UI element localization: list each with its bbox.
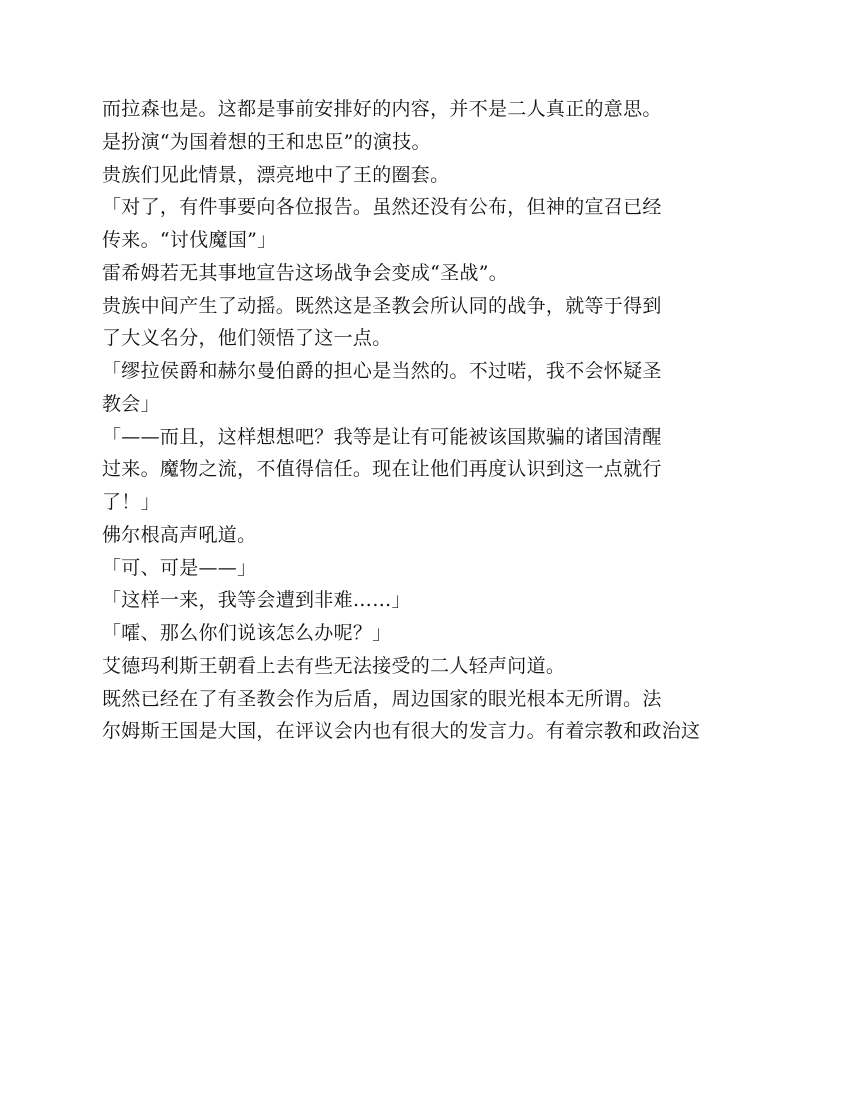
text-line: 是扮演“为国着想的王和忠臣”的演技。 xyxy=(102,130,431,153)
text-line: 「可、可是——」 xyxy=(102,556,257,579)
text-line: 了大义名分，他们领悟了这一点。 xyxy=(102,327,392,350)
text-line: 「嚯、那么你们说该怎么办呢？」 xyxy=(102,622,392,644)
text-line: 过来。魔物之流，不值得信任。现在让他们再度认识到这一点就行 xyxy=(102,458,662,481)
document-body xyxy=(102,93,762,748)
text-line: 贵族们见此情景，漂亮地中了王的圈套。 xyxy=(102,163,450,186)
text-line: 艾德玛利斯王朝看上去有些无法接受的二人轻声问道。 xyxy=(102,654,566,677)
text-line: 尔姆斯王国是大国，在评议会内也有很大的发言力。有着宗教和政治这 xyxy=(102,720,701,743)
text-line: 既然已经在了有圣教会作为后盾，周边国家的眼光根本无所谓。法 xyxy=(102,687,662,710)
text-line: 了！」 xyxy=(102,491,160,513)
text-line: 「对了，有件事要向各位报告。虽然还没有公布，但神的宣召已经 xyxy=(102,196,662,219)
text-line: 「缪拉侯爵和赫尔曼伯爵的担心是当然的。不过喏，我不会怀疑圣 xyxy=(102,360,662,382)
text-line: 而拉森也是。这都是事前安排好的内容，并不是二人真正的意思。 xyxy=(102,98,662,120)
text-line: 佛尔根高声吼道。 xyxy=(102,523,257,546)
text-line: 传来。“讨伐魔国”」 xyxy=(102,229,277,251)
text-line: 教会」 xyxy=(102,392,160,415)
text-line: 「这样一来，我等会遭到非难……」 xyxy=(102,589,411,612)
text-line: 贵族中间产生了动摇。既然这是圣教会所认同的战争，就等于得到 xyxy=(102,294,662,317)
text-line: 「——而且，这样想想吧？我等是让有可能被该国欺骗的诸国清醒 xyxy=(102,425,662,448)
text-line: 雷希姆若无其事地宣告这场战争会变成“圣战”。 xyxy=(102,261,509,284)
